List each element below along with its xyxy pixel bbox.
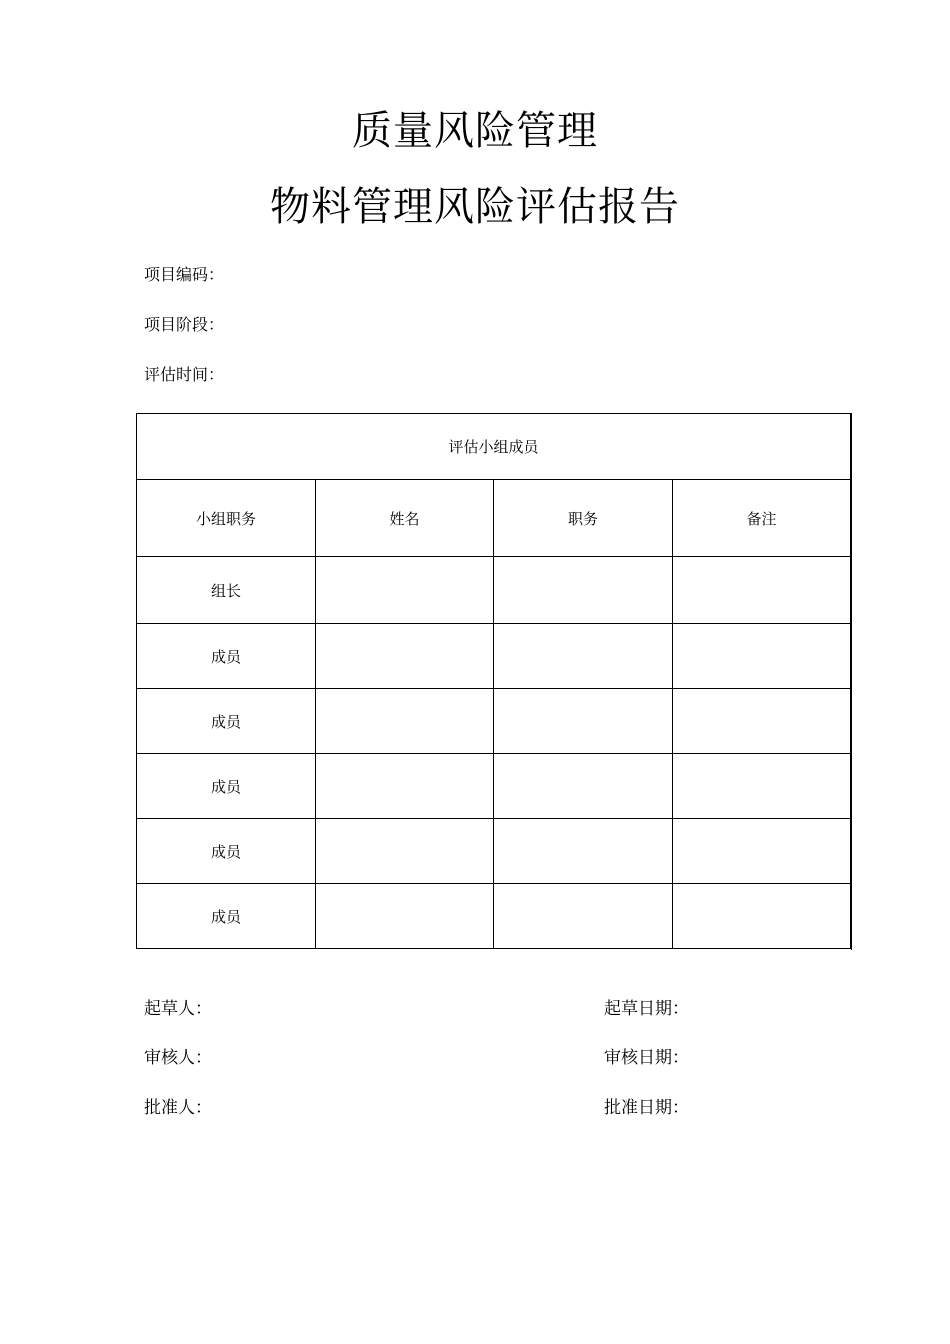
assessment-time-label: 评估时间： (144, 365, 225, 384)
header-cell: 姓名 (316, 480, 494, 557)
table-row (137, 557, 851, 624)
header-cell: 职务 (494, 480, 673, 557)
table-caption: 评估小组成员 (137, 414, 851, 480)
header-cell: 小组职务 (137, 480, 316, 557)
remark-cell[interactable] (673, 819, 851, 884)
project-code-label: 项目编码： (144, 265, 225, 284)
reviewer-label: 审核人： (144, 1048, 212, 1068)
name-cell[interactable] (316, 819, 494, 884)
role-cell: 成员 (137, 689, 316, 754)
document-title: 质量风险管理 (352, 108, 598, 154)
drafter-label: 起草人： (144, 999, 212, 1019)
remark-cell[interactable] (673, 624, 851, 689)
approval-date-label: 批准日期： (604, 1098, 689, 1118)
role-cell: 成员 (137, 754, 316, 819)
table-header-row (137, 480, 851, 557)
position-cell[interactable] (494, 624, 673, 689)
position-cell[interactable] (494, 557, 673, 624)
role-cell: 成员 (137, 624, 316, 689)
table-row (137, 754, 851, 819)
role-cell: 组长 (137, 557, 316, 624)
role-cell: 成员 (137, 884, 316, 949)
team-members-table (136, 413, 851, 949)
role-cell: 成员 (137, 819, 316, 884)
table-row (137, 624, 851, 689)
table-row (137, 689, 851, 754)
table-row (137, 819, 851, 884)
project-stage-label: 项目阶段： (144, 315, 225, 334)
name-cell[interactable] (316, 884, 494, 949)
remark-cell[interactable] (673, 689, 851, 754)
table-row (137, 884, 851, 949)
document-subtitle: 物料管理风险评估报告 (270, 184, 680, 230)
table-caption-row (137, 414, 851, 480)
name-cell[interactable] (316, 754, 494, 819)
review-date-label: 审核日期： (604, 1048, 689, 1068)
position-cell[interactable] (494, 884, 673, 949)
position-cell[interactable] (494, 689, 673, 754)
position-cell[interactable] (494, 754, 673, 819)
name-cell[interactable] (316, 557, 494, 624)
remark-cell[interactable] (673, 754, 851, 819)
header-cell: 备注 (673, 480, 851, 557)
draft-date-label: 起草日期： (604, 999, 689, 1019)
remark-cell[interactable] (673, 884, 851, 949)
position-cell[interactable] (494, 819, 673, 884)
name-cell[interactable] (316, 624, 494, 689)
approver-label: 批准人： (144, 1098, 212, 1118)
remark-cell[interactable] (673, 557, 851, 624)
name-cell[interactable] (316, 689, 494, 754)
table-outer-border (851, 413, 852, 950)
